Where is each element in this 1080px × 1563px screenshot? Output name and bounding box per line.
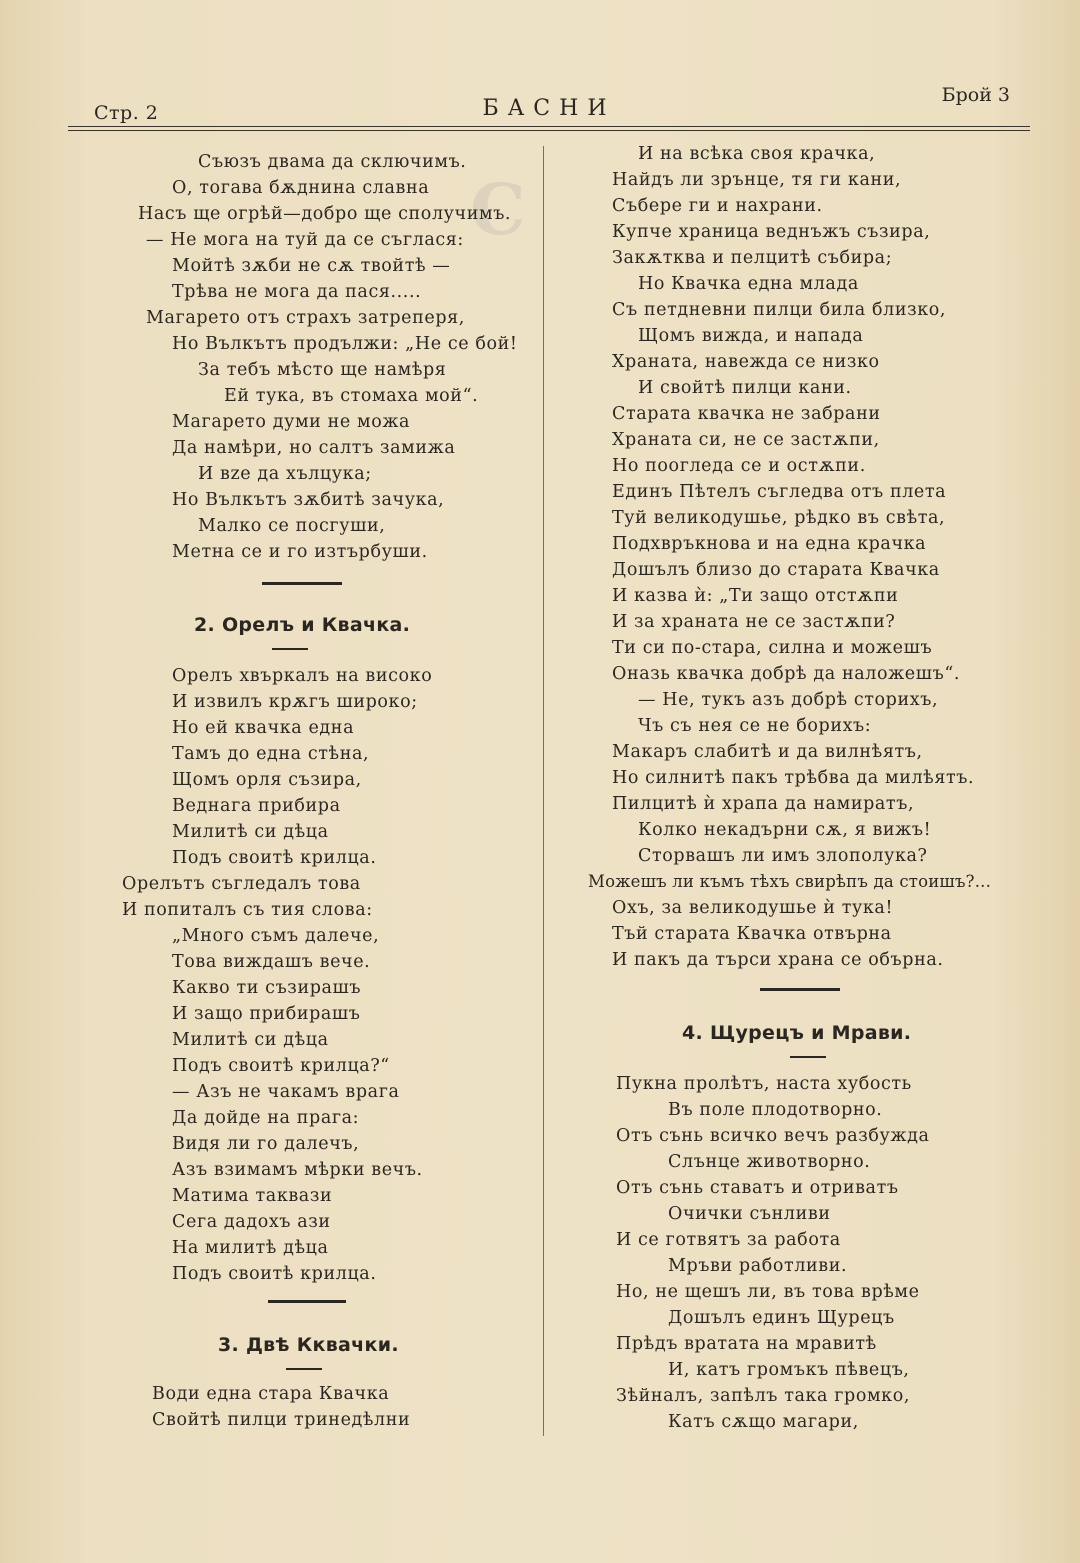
verse-line: Колко некадърни сѫ, я вижъ! — [638, 820, 932, 840]
verse-line: Старата квачка не забрани — [612, 404, 881, 424]
page-number: Стр. 2 — [94, 102, 159, 124]
verse-line: Катъ сѫщо магари, — [668, 1412, 859, 1432]
header-rule — [68, 126, 1030, 127]
section-separator — [262, 582, 342, 585]
column-divider — [543, 146, 544, 1436]
verse-line: Събере ги и нахрани. — [612, 196, 823, 216]
verse-line: И извилъ крѫгъ широко; — [172, 692, 418, 712]
verse-line: Дошълъ единъ Щурецъ — [668, 1308, 895, 1328]
verse-line: Милитѣ си дѣца — [172, 1030, 329, 1050]
verse-line: На милитѣ дѣца — [172, 1238, 329, 1258]
verse-line: О, тогава бѫднина славна — [172, 178, 430, 198]
verse-line: Веднага прибира — [172, 796, 341, 816]
verse-line: Мръви работливи. — [668, 1256, 848, 1276]
verse-line: Това виждашъ вече. — [172, 952, 371, 972]
verse-line: Но ей квачка една — [172, 718, 355, 738]
verse-line: Отъ сънь ставатъ и отриватъ — [616, 1178, 899, 1198]
verse-line: Сега дадохъ ази — [172, 1212, 331, 1232]
verse-line: Дошълъ близо до старата Квачка — [612, 560, 940, 580]
title-rule — [790, 1056, 826, 1058]
verse-line: Ей тука, въ стомаха мой“. — [224, 386, 479, 406]
verse-line: Свойтѣ пилци тринедѣлни — [152, 1410, 411, 1430]
verse-line: И за храната не се застѫпи? — [612, 612, 896, 632]
verse-line: И казва ѝ: „Ти защо отстѫпи — [612, 586, 899, 606]
verse-line: Чъ съ нея се не борихъ: — [638, 716, 872, 736]
verse-line: Милитѣ си дѣца — [172, 822, 329, 842]
header-rule — [68, 130, 1030, 131]
verse-line: Матима таквази — [172, 1186, 333, 1206]
verse-line: Зѣйналъ, запѣлъ така громко, — [616, 1386, 911, 1406]
verse-line: Орелъ хвъркалъ на високо — [172, 666, 433, 686]
verse-line: Оназь квачка добрѣ да наложешъ“. — [612, 664, 961, 684]
verse-line: — Азъ не чакамъ врага — [172, 1082, 400, 1102]
verse-line: Да намѣри, но салтъ замижа — [172, 438, 456, 458]
poem-title: 2. Орелъ и Квачка. — [194, 614, 411, 636]
verse-line: Пилцитѣ ѝ храпа да намиратъ, — [612, 794, 915, 814]
verse-line: Орелътъ съгледалъ това — [122, 874, 361, 894]
verse-line: Трѣва не мога да пася..... — [172, 282, 422, 302]
verse-line: Азъ взимамъ мѣрки вечъ. — [172, 1160, 423, 1180]
issue-number: Брой 3 — [941, 84, 1010, 106]
title-rule — [272, 648, 308, 650]
verse-line: И попиталъ съ тия слова: — [122, 900, 373, 920]
verse-line: И вze да хълцука; — [198, 464, 372, 484]
verse-line: И на всѣка своя крачка, — [638, 144, 876, 164]
verse-line: Малко се посгуши, — [198, 516, 386, 536]
verse-line: Найдъ ли зрънце, тя ги кани, — [612, 170, 902, 190]
verse-line: Тамъ до една стѣна, — [172, 744, 370, 764]
verse-line: Щомъ вижда, и напада — [638, 326, 864, 346]
poem-title: 4. Щурецъ и Мрави. — [682, 1022, 912, 1044]
verse-line: „Много съмъ далече, — [172, 926, 380, 946]
verse-line: Сторвашъ ли имъ злополука? — [638, 846, 928, 866]
verse-line: Купче храница веднъжъ съзира, — [612, 222, 931, 242]
poem-title: 3. Двѣ Кквачки. — [218, 1334, 399, 1356]
verse-line: Слънце животворно. — [668, 1152, 871, 1172]
verse-line: Пукна пролѣтъ, наста хубость — [616, 1074, 912, 1094]
verse-line: Води една стара Квачка — [152, 1384, 390, 1404]
verse-line: Но силнитѣ пакъ трѣбва да милѣятъ. — [612, 768, 975, 788]
verse-line: И пакъ да търси храна се обърна. — [612, 950, 944, 970]
verse-line: Храната, навежда се низко — [612, 352, 880, 372]
verse-line: Можешъ ли къмъ тѣхъ свирѣпъ да стоишъ?... — [588, 872, 992, 891]
verse-line: Ти си по-стара, силна и можешъ — [612, 638, 933, 658]
verse-line: Подъ своитѣ крилца. — [172, 1264, 377, 1284]
verse-line: Единъ Пѣтелъ съгледва отъ плета — [612, 482, 947, 502]
verse-line: Подхвръкнова и на една крачка — [612, 534, 927, 554]
verse-line: И се готвятъ за работа — [616, 1230, 841, 1250]
title-rule — [286, 1368, 322, 1370]
verse-line: Храната си, не се застѫпи, — [612, 430, 880, 450]
verse-line: Но поогледа се и остѫпи. — [612, 456, 866, 476]
verse-line: — Не мога на туй да се съглася: — [146, 230, 464, 250]
verse-line: Съюзъ двама да сключимъ. — [198, 152, 467, 172]
verse-line: Видя ли го далечъ, — [172, 1134, 360, 1154]
verse-line: Тъй старата Квачка отвърна — [612, 924, 892, 944]
verse-line: За тебъ мѣсто ще намѣря — [198, 360, 447, 380]
verse-line: Щомъ орля съзира, — [172, 770, 362, 790]
verse-line: Но, не щешъ ли, въ това врѣме — [616, 1282, 920, 1302]
verse-line: Но Квачка една млада — [638, 274, 859, 294]
verse-line: Макаръ слабитѣ и да вилнѣятъ, — [612, 742, 923, 762]
verse-line: Закѫтква и пелцитѣ събира; — [612, 248, 893, 268]
verse-line: И свойтѣ пилци кани. — [638, 378, 852, 398]
bleed-through-mark: С — [470, 168, 530, 251]
verse-line: Но Вълкътъ продължи: „Не се бой! — [172, 334, 518, 354]
verse-line: Съ петдневни пилци била близко, — [612, 300, 947, 320]
verse-line: Да дойде на прага: — [172, 1108, 360, 1128]
verse-line: Въ поле плодотворно. — [668, 1100, 883, 1120]
verse-line: Подъ своитѣ крилца. — [172, 848, 377, 868]
verse-line: Туй великодушье, рѣдко въ свѣта, — [612, 508, 946, 528]
verse-line: Но Вълкътъ зѫбитѣ зачука, — [172, 490, 445, 510]
verse-line: Магарето отъ страхъ затреперя, — [146, 308, 465, 328]
verse-line: Подъ своитѣ крилца?“ — [172, 1056, 390, 1076]
verse-line: Насъ ще огрѣй—добро ще сполучимъ. — [138, 204, 512, 224]
verse-line: Магарето думи не можа — [172, 412, 411, 432]
page-title: БАСНИ — [482, 96, 616, 121]
verse-line: Мойтѣ зѫби не сѫ твойтѣ — — [172, 256, 451, 276]
verse-line: Очички сънливи — [668, 1204, 831, 1224]
page-header — [68, 82, 1030, 132]
verse-line: Отъ сънь всичко вечъ разбужда — [616, 1126, 930, 1146]
section-separator — [760, 988, 840, 991]
verse-line: И, катъ громъкъ пѣвецъ, — [668, 1360, 910, 1380]
verse-line: И защо прибирашъ — [172, 1004, 361, 1024]
verse-line: Прѣдъ вратата на мравитѣ — [616, 1334, 877, 1354]
verse-line: Охъ, за великодушье ѝ тука! — [612, 898, 894, 918]
section-separator — [268, 1300, 346, 1303]
verse-line: — Не, тукъ азъ добрѣ сторихъ, — [638, 690, 939, 710]
verse-line: Метна се и го изтърбуши. — [172, 542, 428, 562]
verse-line: Какво ти съзирашъ — [172, 978, 362, 998]
